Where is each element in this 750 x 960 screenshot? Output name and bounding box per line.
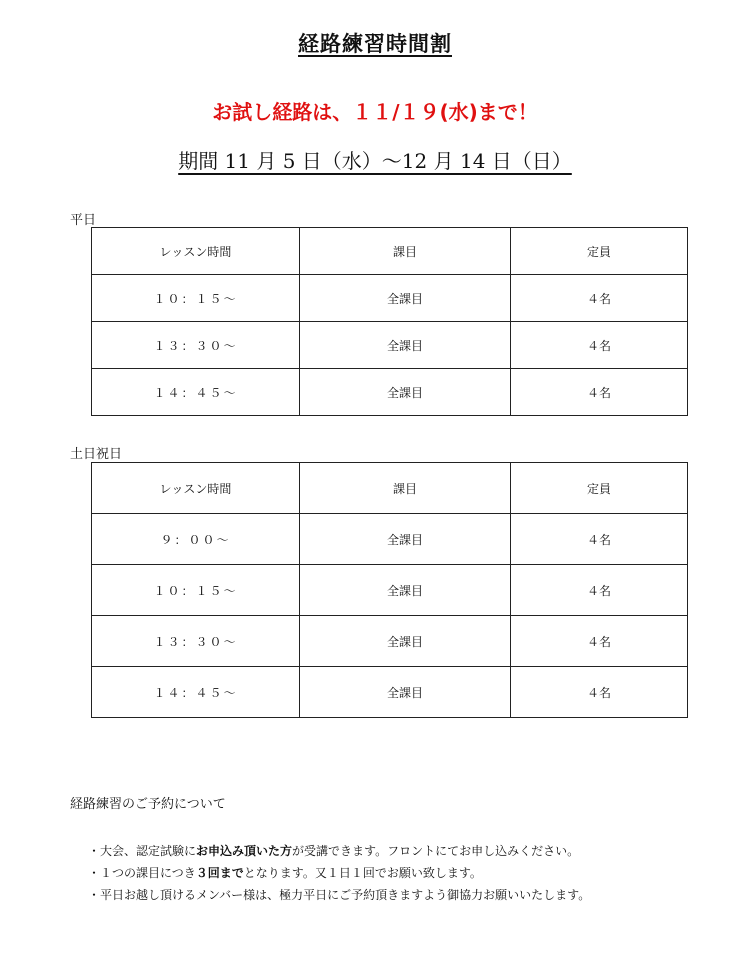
lesson-time-cell: ９：００～ bbox=[92, 514, 300, 565]
capacity-cell: ４名 bbox=[511, 275, 688, 322]
subject-cell: 全課目 bbox=[300, 667, 511, 718]
table-row bbox=[92, 514, 688, 565]
table-row bbox=[92, 369, 688, 416]
capacity-cell: ４名 bbox=[511, 565, 688, 616]
weekend-schedule-table bbox=[91, 462, 688, 718]
table-row bbox=[92, 565, 688, 616]
lesson-time-cell: １３：３０～ bbox=[92, 616, 300, 667]
header-subject: 課目 bbox=[300, 463, 511, 514]
capacity-cell: ４名 bbox=[511, 514, 688, 565]
weekday-schedule-table bbox=[91, 227, 688, 416]
header-lesson-time: レッスン時間 bbox=[92, 228, 300, 275]
subject-cell: 全課目 bbox=[300, 616, 511, 667]
capacity-cell: ４名 bbox=[511, 322, 688, 369]
header-subject: 課目 bbox=[300, 228, 511, 275]
table-header-row bbox=[92, 228, 688, 275]
header-capacity: 定員 bbox=[511, 228, 688, 275]
table-header-row bbox=[92, 463, 688, 514]
capacity-cell: ４名 bbox=[511, 369, 688, 416]
subject-cell: 全課目 bbox=[300, 322, 511, 369]
capacity-cell: ４名 bbox=[511, 667, 688, 718]
table-row bbox=[92, 616, 688, 667]
page-title: 経路練習時間割 bbox=[298, 32, 452, 56]
lesson-time-cell: １０：１５～ bbox=[92, 275, 300, 322]
reservation-notes bbox=[88, 840, 590, 906]
reservation-heading: 経路練習のご予約について bbox=[70, 797, 226, 812]
weekday-label: 平日 bbox=[70, 213, 97, 228]
trial-route-notice: お試し経路は、１１/１９(水)まで！ bbox=[212, 100, 538, 124]
subject-cell: 全課目 bbox=[300, 369, 511, 416]
lesson-time-cell: １４：４５～ bbox=[92, 369, 300, 416]
lesson-time-cell: １０：１５～ bbox=[92, 565, 300, 616]
header-lesson-time: レッスン時間 bbox=[92, 463, 300, 514]
note-item: ・大会、認定試験にお申込み頂いた方が受講できます。フロントにてお申し込みください。 bbox=[88, 844, 580, 858]
capacity-cell: ４名 bbox=[511, 616, 688, 667]
table-row bbox=[92, 275, 688, 322]
period-line: 期間 11 月 5 日（水）～12 月 14 日（日） bbox=[178, 149, 572, 173]
note-item: ・１つの課目につき３回までとなります。又１日１回でお願い致します。 bbox=[88, 866, 482, 880]
lesson-time-cell: １４：４５～ bbox=[92, 667, 300, 718]
table-row bbox=[92, 322, 688, 369]
lesson-time-cell: １３：３０～ bbox=[92, 322, 300, 369]
subject-cell: 全課目 bbox=[300, 565, 511, 616]
header-capacity: 定員 bbox=[511, 463, 688, 514]
weekend-label: 土日祝日 bbox=[70, 447, 123, 462]
note-item: ・平日お越し頂けるメンバー様は、極力平日にご予約頂きますよう御協力お願いいたします。 bbox=[88, 888, 591, 902]
table-row bbox=[92, 667, 688, 718]
subject-cell: 全課目 bbox=[300, 514, 511, 565]
subject-cell: 全課目 bbox=[300, 275, 511, 322]
